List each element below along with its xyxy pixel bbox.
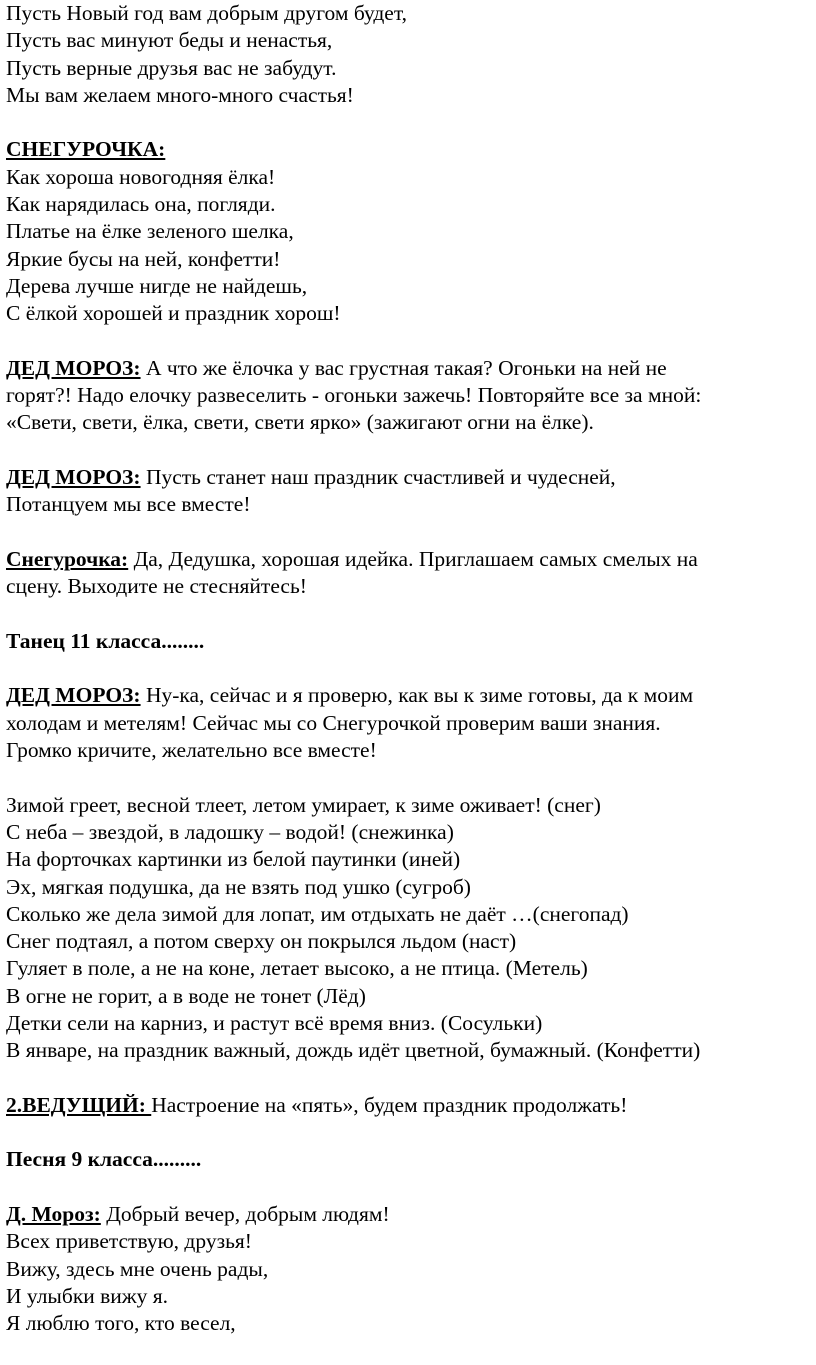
verse-line: Вижу, здесь мне очень рады, <box>6 1256 269 1281</box>
verse-line: Дерева лучше нигде не найдешь, <box>6 273 308 298</box>
document-page <box>6 0 812 1338</box>
dialogue-line <box>6 1092 812 1119</box>
blank-line <box>6 519 812 546</box>
dialogue-line <box>6 355 812 382</box>
blank-line <box>6 109 812 136</box>
blank-line <box>6 1065 812 1092</box>
performance-note: Танец 11 класса........ <box>6 628 205 653</box>
riddle-line: Детки сели на карниз, и растут всё время вниз. (Сосульки) <box>6 1010 543 1035</box>
speaker-label: Снегурочка: <box>6 546 129 571</box>
riddle-line: С неба – звездой, в ладошку – водой! (снежинка) <box>6 819 454 844</box>
blank-line <box>6 601 812 628</box>
riddle-line: Снег подтаял, а потом сверху он покрылся льдом (наст) <box>6 929 517 954</box>
verse-line: И улыбки вижу я. <box>6 1283 169 1308</box>
dialogue-text: Настроение на «пять», будем праздник продолжать! <box>151 1092 628 1117</box>
speaker-label: СНЕГУРОЧКА: <box>6 137 166 162</box>
speaker-heading <box>6 136 812 163</box>
verse-line: Платье на ёлке зеленого шелка, <box>6 219 294 244</box>
verse-line: Пусть верные друзья вас не забудут. <box>6 55 337 80</box>
riddle-line: Гуляет в поле, а не на коне, летает высоко, а не птица. (Метель) <box>6 956 588 981</box>
verse-line: Яркие бусы на ней, конфетти! <box>6 246 281 271</box>
dialogue-line: «Свети, свети, ёлка, свети, свети ярко» (зажигают огни на ёлке). <box>6 410 594 435</box>
dialogue-line <box>6 546 812 573</box>
verse-line: Как хороша новогодняя ёлка! <box>6 164 276 189</box>
dialogue-text: А что же ёлочка у вас грустная такая? Огоньки на ней не <box>140 355 667 380</box>
blank-line <box>6 1119 812 1146</box>
riddle-line: Эх, мягкая подушка, да не взять под ушко (сугроб) <box>6 874 471 899</box>
speaker-label: Д. Мороз: <box>6 1202 101 1227</box>
dialogue-line <box>6 464 812 491</box>
dialogue-line: горят?! Надо елочку развеселить - огоньки зажечь! Повторяйте все за мной: <box>6 383 702 408</box>
blank-line <box>6 655 812 682</box>
blank-line <box>6 1174 812 1201</box>
speaker-label: ДЕД МОРОЗ: <box>6 683 141 708</box>
riddle-line: Зимой греет, весной тлеет, летом умирает, к зиме оживает! (снег) <box>6 792 601 817</box>
riddle-line: В огне не горит, а в воде не тонет (Лёд) <box>6 983 366 1008</box>
dialogue-line <box>6 682 812 709</box>
speaker-label: ДЕД МОРОЗ: <box>6 355 141 380</box>
dialogue-text: Пусть станет наш праздник счастливей и чудесней, <box>140 465 616 490</box>
verse-line: Всех приветствую, друзья! <box>6 1229 252 1254</box>
dialogue-line: Громко кричите, желательно все вместе! <box>6 738 377 763</box>
riddle-line: Сколько же дела зимой для лопат, им отдыхать не даёт …(снегопад) <box>6 901 629 926</box>
speaker-label: ДЕД МОРОЗ: <box>6 465 141 490</box>
blank-line <box>6 328 812 355</box>
dialogue-line: холодам и метелям! Сейчас мы со Снегурочкой проверим ваши знания. <box>6 710 661 735</box>
verse-line: Я люблю того, кто весел, <box>6 1311 236 1336</box>
blank-line <box>6 764 812 791</box>
dialogue-text: Да, Дедушка, хорошая идейка. Приглашаем самых смелых на <box>128 546 698 571</box>
dialogue-text: Добрый вечер, добрым людям! <box>100 1202 390 1227</box>
verse-line: Мы вам желаем много-много счастья! <box>6 82 354 107</box>
dialogue-line <box>6 1201 812 1228</box>
performance-note: Песня 9 класса......... <box>6 1147 202 1172</box>
dialogue-text: Ну-ка, сейчас и я проверю, как вы к зиме готовы, да к моим <box>140 683 694 708</box>
riddle-line: В январе, на праздник важный, дождь идёт цветной, бумажный. (Конфетти) <box>6 1038 701 1063</box>
verse-line: Пусть вас минуют беды и ненастья, <box>6 28 333 53</box>
dialogue-line: сцену. Выходите не стесняйтесь! <box>6 574 307 599</box>
riddle-line: На форточках картинки из белой паутинки (иней) <box>6 847 461 872</box>
verse-line: Пусть Новый год вам добрым другом будет, <box>6 1 407 25</box>
dialogue-line: Потанцуем мы все вместе! <box>6 492 251 517</box>
speaker-label: 2.ВЕДУЩИЙ: <box>6 1092 152 1117</box>
verse-line: С ёлкой хорошей и праздник хорош! <box>6 301 341 326</box>
verse-line: Как нарядилась она, погляди. <box>6 192 276 217</box>
blank-line <box>6 437 812 464</box>
